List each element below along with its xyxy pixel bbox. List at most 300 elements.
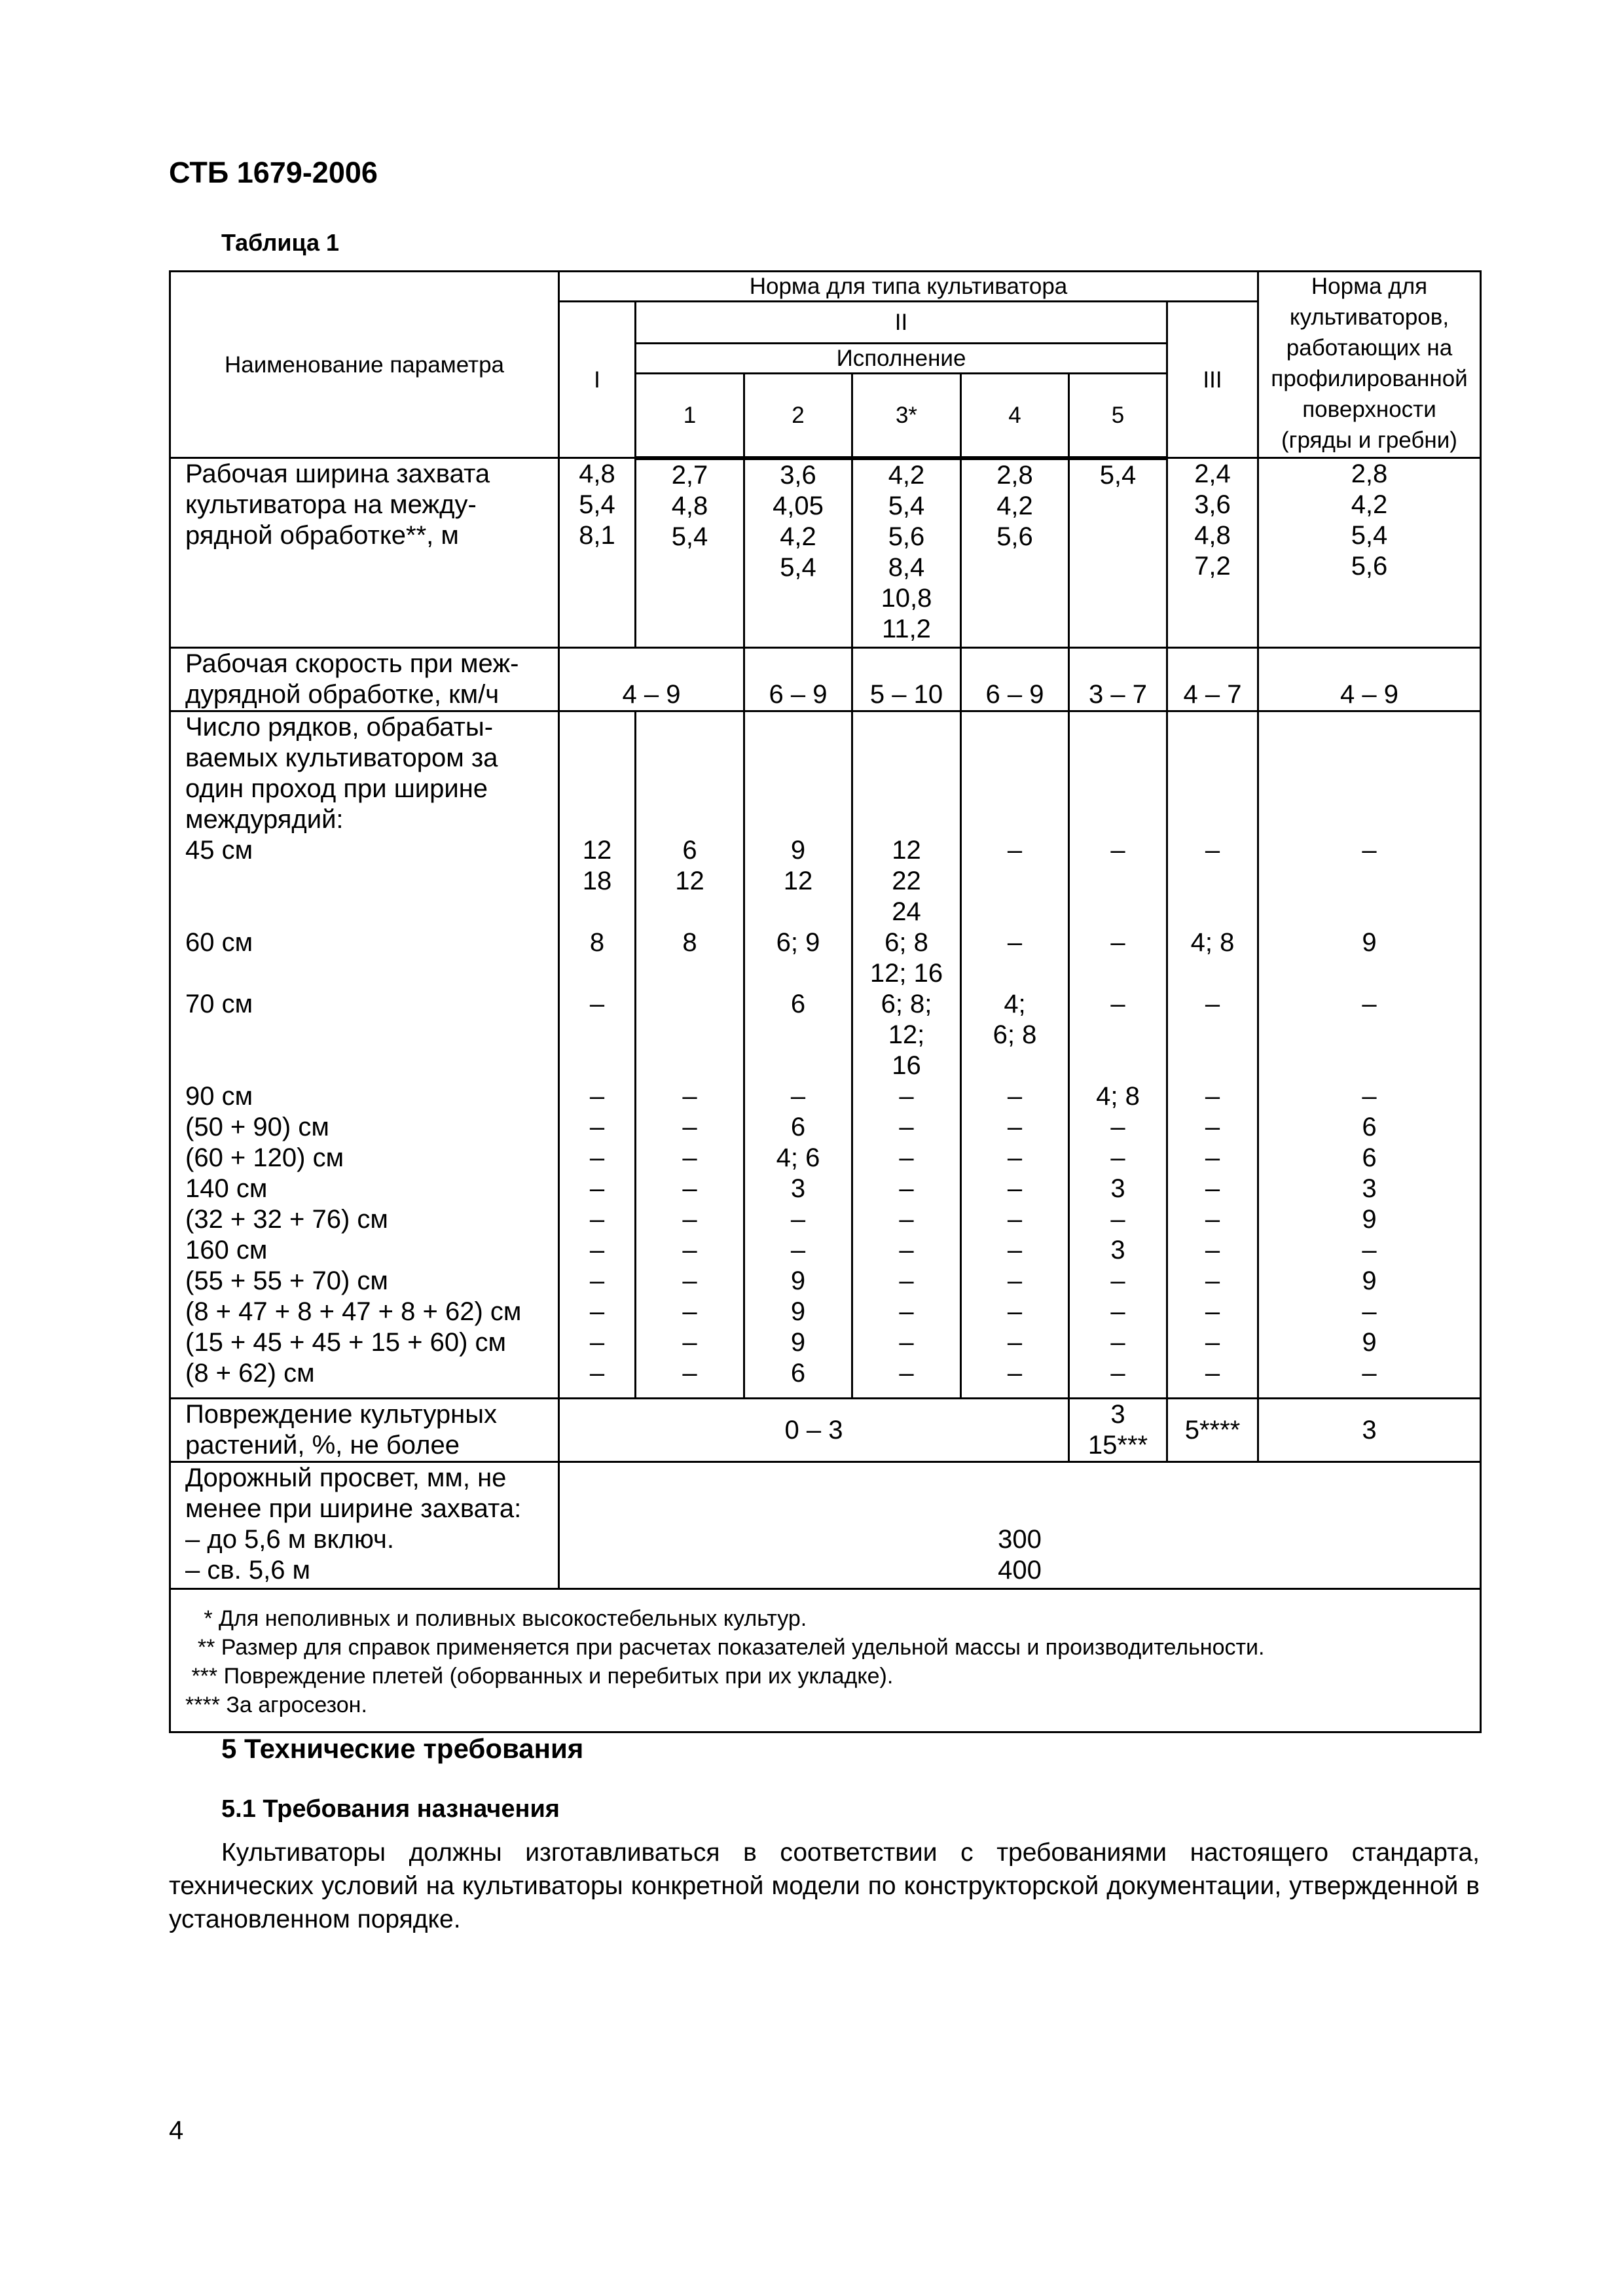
text-line xyxy=(853,712,960,743)
text-line: 4; 6 xyxy=(776,1143,820,1172)
text-line: – xyxy=(1205,1174,1220,1203)
text-line: 12 xyxy=(783,867,813,895)
text-line: Рабочая скорость при меж- xyxy=(185,649,519,678)
text-line: 140 см xyxy=(185,1174,268,1203)
text-line: 9 xyxy=(790,1328,806,1357)
text-line xyxy=(745,743,851,774)
text-line xyxy=(745,774,851,804)
text-line: – xyxy=(589,1082,605,1111)
text-line: работающих на xyxy=(1286,335,1453,361)
text-line: ** Размер для справок применяется при расчетах показателей удельной массы и производительности. xyxy=(185,1635,1265,1660)
text-line: профилированной xyxy=(1271,366,1468,391)
text-line xyxy=(560,743,634,774)
text-line: 6 xyxy=(1362,1113,1377,1141)
text-line: 5,6 xyxy=(996,522,1033,551)
text-line: Норма для xyxy=(1311,274,1428,299)
value-cell: 3 xyxy=(1258,1399,1481,1462)
text-line: – xyxy=(589,1236,605,1265)
text-line: 3 xyxy=(1110,1236,1125,1265)
header-exec-1: 1 xyxy=(636,374,744,458)
text-line: *** Повреждение плетей (оборванных и перебитых при их укладке). xyxy=(185,1664,894,1689)
text-line: – xyxy=(589,1328,605,1357)
text-line xyxy=(185,897,558,927)
value-cell xyxy=(1258,458,1481,648)
header-type-III: III xyxy=(1167,302,1258,458)
value-cell: 4 – 7 xyxy=(1167,648,1258,711)
value-cell xyxy=(1258,711,1481,1399)
text-line: 5,4 xyxy=(579,490,615,519)
text-line: – xyxy=(589,1359,605,1388)
text-line: – xyxy=(1110,1143,1125,1172)
text-line xyxy=(185,958,558,989)
text-line xyxy=(560,1020,634,1050)
text-line: – xyxy=(1110,1297,1125,1326)
text-line xyxy=(560,774,634,804)
text-line: Число рядков, обрабаты- xyxy=(185,713,494,742)
text-line: – xyxy=(1205,1113,1220,1141)
text-line: – xyxy=(1007,836,1023,865)
text-line xyxy=(560,712,634,743)
text-line: 6 xyxy=(1362,1143,1377,1172)
text-line: 12 xyxy=(892,836,921,865)
text-line: Дорожный просвет, мм, не xyxy=(185,1463,507,1492)
text-line: 4,2 xyxy=(1351,490,1388,519)
row-working-width xyxy=(170,458,1481,648)
value-cell xyxy=(1167,458,1258,648)
text-line: культиваторов, xyxy=(1289,304,1450,330)
header-param-name: Наименование параметра xyxy=(170,272,559,458)
text-line: – xyxy=(1007,1236,1023,1265)
text-line: 9 xyxy=(1362,1328,1377,1357)
text-line xyxy=(1070,1020,1166,1050)
text-line: – xyxy=(899,1174,914,1203)
text-line: 2,4 xyxy=(1194,459,1231,488)
text-line: 15*** xyxy=(1087,1431,1148,1460)
value-cell: 0 – 3 xyxy=(559,1399,1069,1462)
text-line: ваемых культиватором за xyxy=(185,744,498,772)
header-profiled xyxy=(1258,272,1481,458)
text-line xyxy=(560,804,634,835)
param-label xyxy=(170,458,559,648)
text-line xyxy=(636,897,743,927)
text-line: 8 xyxy=(682,928,697,957)
text-line xyxy=(1168,1050,1257,1081)
text-line: 12; xyxy=(888,1020,925,1049)
value-cell xyxy=(559,711,636,1399)
text-line xyxy=(962,1050,1068,1081)
text-line xyxy=(962,897,1068,927)
text-line xyxy=(1168,866,1257,897)
text-line: – xyxy=(1362,1359,1377,1388)
text-line: – xyxy=(1007,1359,1023,1388)
text-line: – xyxy=(682,1143,697,1172)
param-label xyxy=(170,1462,559,1589)
row-footnotes xyxy=(170,1589,1481,1732)
text-line: – xyxy=(899,1205,914,1234)
text-line xyxy=(962,958,1068,989)
text-line: 3 xyxy=(790,1174,806,1203)
text-line: – до 5,6 м включ. xyxy=(185,1525,395,1554)
text-line: – xyxy=(589,1266,605,1295)
row-number-of-rows xyxy=(170,711,1481,1399)
text-line: 12 xyxy=(675,867,704,895)
text-line xyxy=(1070,897,1166,927)
text-line: (50 + 90) см xyxy=(185,1113,329,1141)
text-line: 8,1 xyxy=(579,521,615,550)
text-line: менее при ширине захвата: xyxy=(185,1494,522,1523)
text-line: один проход при ширине xyxy=(185,774,488,803)
text-line xyxy=(1259,897,1480,927)
text-line: 9 xyxy=(790,1297,806,1326)
text-line: Повреждение культурных xyxy=(185,1400,497,1429)
text-line: 6 xyxy=(790,990,806,1018)
text-line: – xyxy=(1205,836,1220,865)
text-line: (55 + 55 + 70) см xyxy=(185,1266,388,1295)
text-line xyxy=(1168,774,1257,804)
text-line: – xyxy=(790,1082,806,1111)
text-line xyxy=(1168,958,1257,989)
text-line xyxy=(185,866,558,897)
text-line xyxy=(1259,1020,1480,1050)
text-line: * Для неполивных и поливных высокостебельных культур. xyxy=(185,1606,807,1631)
text-line xyxy=(1168,1020,1257,1050)
text-line xyxy=(1259,743,1480,774)
text-line: – xyxy=(1362,836,1377,865)
text-line: 6 xyxy=(682,836,697,865)
text-line: 2,8 xyxy=(1351,459,1388,488)
value-cell xyxy=(636,711,744,1399)
value-cell: 6 – 9 xyxy=(744,648,852,711)
text-line: 16 xyxy=(892,1051,921,1080)
text-line: 9 xyxy=(790,1266,806,1295)
text-line: 4; xyxy=(1004,990,1026,1018)
text-line: 8 xyxy=(589,928,605,957)
text-line: – xyxy=(589,1174,605,1203)
text-line: – xyxy=(1007,1297,1023,1326)
text-line: – xyxy=(1205,1143,1220,1172)
text-line: 90 см xyxy=(185,1082,253,1111)
text-line: 4,8 xyxy=(579,459,615,488)
value-cell xyxy=(1069,458,1167,648)
text-line: 70 см xyxy=(185,990,253,1018)
text-line xyxy=(745,804,851,835)
text-line: – xyxy=(1205,1297,1220,1326)
text-line: 5,6 xyxy=(1351,552,1388,581)
text-line xyxy=(1070,743,1166,774)
value-cell xyxy=(1069,711,1167,1399)
text-line xyxy=(853,743,960,774)
text-line: – xyxy=(1007,1143,1023,1172)
text-line: 400 xyxy=(998,1556,1042,1585)
header-type-I: I xyxy=(559,302,636,458)
text-line xyxy=(1070,866,1166,897)
text-line: – xyxy=(899,1359,914,1388)
text-line: междурядий: xyxy=(185,805,344,834)
value-cell: 4 – 9 xyxy=(559,648,744,711)
text-line: – xyxy=(1007,1205,1023,1234)
text-line: – xyxy=(1007,1266,1023,1295)
text-line xyxy=(962,804,1068,835)
text-line: – xyxy=(682,1297,697,1326)
text-line: (гряды и гребни) xyxy=(1281,427,1457,453)
text-line: – xyxy=(790,1205,806,1234)
text-line: – xyxy=(682,1174,697,1203)
text-line xyxy=(636,1020,743,1050)
value-cell xyxy=(744,711,852,1399)
text-line: 24 xyxy=(892,897,921,926)
value-cell xyxy=(744,458,852,648)
header-exec-3: 3* xyxy=(852,374,961,458)
text-line: растений, %, не более xyxy=(185,1431,460,1460)
text-line: – xyxy=(589,1143,605,1172)
text-line: (8 + 62) см xyxy=(185,1359,315,1388)
value-cell xyxy=(1167,711,1258,1399)
text-line: – xyxy=(1205,1328,1220,1357)
param-label xyxy=(170,648,559,711)
text-line: 2,7 xyxy=(671,460,708,490)
text-line xyxy=(1259,958,1480,989)
footnotes xyxy=(170,1589,1481,1732)
text-line xyxy=(1168,897,1257,927)
text-line: 10,8 xyxy=(881,583,932,613)
text-line: 5,4 xyxy=(1099,460,1137,490)
text-line: 6; 8 xyxy=(884,928,928,957)
value-cell: 5 – 10 xyxy=(852,648,961,711)
value-cell xyxy=(961,458,1069,648)
text-line: 160 см xyxy=(185,1236,268,1265)
text-line: – xyxy=(899,1266,914,1295)
header-exec-5: 5 xyxy=(1069,374,1167,458)
text-line: 11,2 xyxy=(882,614,931,643)
text-line: – xyxy=(899,1082,914,1111)
text-line: – xyxy=(899,1297,914,1326)
text-line: 3,6 xyxy=(780,460,816,490)
text-line xyxy=(962,774,1068,804)
value-cell xyxy=(852,458,961,648)
text-line xyxy=(636,989,743,1020)
text-line: **** За агросезон. xyxy=(185,1693,367,1717)
text-line: 45 см xyxy=(185,836,253,865)
text-line xyxy=(1168,712,1257,743)
text-line xyxy=(1259,712,1480,743)
text-line: – xyxy=(1007,1174,1023,1203)
text-line xyxy=(1070,804,1166,835)
header-exec-2: 2 xyxy=(744,374,852,458)
text-line: – xyxy=(1007,1082,1023,1111)
header-execution: Исполнение xyxy=(636,344,1167,374)
text-line xyxy=(636,712,743,743)
text-line: – xyxy=(1110,990,1125,1018)
text-line: 4,2 xyxy=(996,491,1033,520)
text-line xyxy=(1070,1050,1166,1081)
text-line xyxy=(636,743,743,774)
text-line: – xyxy=(682,1266,697,1295)
section-5-1-paragraph xyxy=(169,1836,1480,1936)
header-norm-type: Норма для типа культиватора xyxy=(559,272,1258,302)
text-line xyxy=(560,1463,1480,1494)
text-line: – xyxy=(899,1113,914,1141)
row-plant-damage xyxy=(170,1399,1481,1462)
text-line: 8,4 xyxy=(888,552,925,582)
text-line: – xyxy=(1205,1205,1220,1234)
text-line: – xyxy=(682,1113,697,1141)
text-line: рядной обработке**, м xyxy=(185,521,459,550)
text-line xyxy=(185,1020,558,1050)
text-line: 18 xyxy=(582,867,612,895)
text-line xyxy=(1070,712,1166,743)
text-line xyxy=(745,1020,851,1050)
text-line: – xyxy=(1110,1328,1125,1357)
text-line: – xyxy=(899,1236,914,1265)
text-line: 4,8 xyxy=(1194,521,1231,550)
value-cell xyxy=(636,458,744,648)
value-cell: 4 – 9 xyxy=(1258,648,1481,711)
text-line: 9 xyxy=(1362,1205,1377,1234)
text-line: – св. 5,6 м xyxy=(185,1556,311,1585)
text-line: дурядной обработке, км/ч xyxy=(185,680,500,709)
text-line: 3 xyxy=(1362,1174,1377,1203)
text-line: 6; 8; xyxy=(881,990,932,1018)
document-code: СТБ 1679-2006 xyxy=(169,156,378,189)
text-line xyxy=(636,774,743,804)
text-line xyxy=(560,1050,634,1081)
param-label xyxy=(170,711,559,1399)
text-line: поверхности xyxy=(1302,397,1436,422)
row-working-speed xyxy=(170,648,1481,711)
text-line xyxy=(560,897,634,927)
text-line: – xyxy=(1205,1266,1220,1295)
text-line: – xyxy=(1205,1236,1220,1265)
text-line: – xyxy=(589,1205,605,1234)
text-line xyxy=(1259,866,1480,897)
text-line xyxy=(1259,774,1480,804)
text-line: (15 + 45 + 45 + 15 + 60) см xyxy=(185,1328,507,1357)
text-line: 12; 16 xyxy=(869,959,943,988)
text-line xyxy=(853,804,960,835)
text-line: – xyxy=(1110,1113,1125,1141)
text-line: – xyxy=(1110,1359,1125,1388)
text-line xyxy=(745,958,851,989)
text-line: – xyxy=(682,1328,697,1357)
text-line: 5,6 xyxy=(888,522,925,551)
value-cell xyxy=(1069,1399,1167,1462)
text-line: 5,4 xyxy=(671,522,708,551)
text-line: – xyxy=(790,1236,806,1265)
text-line: – xyxy=(682,1205,697,1234)
text-line: – xyxy=(1362,1297,1377,1326)
text-line: 4,2 xyxy=(888,460,925,490)
text-line: 4,05 xyxy=(773,491,824,520)
text-line: 9 xyxy=(790,836,806,865)
text-line: – xyxy=(682,1236,697,1265)
section-5-1-heading: 5.1 Требования назначения xyxy=(221,1795,560,1823)
text-line: – xyxy=(899,1328,914,1357)
text-line xyxy=(962,712,1068,743)
text-line: 6 xyxy=(790,1113,806,1141)
text-line: – xyxy=(589,1113,605,1141)
text-line xyxy=(1259,1050,1480,1081)
text-line xyxy=(560,1494,1480,1524)
header-type-II: II xyxy=(636,302,1167,344)
value-cell xyxy=(559,1462,1481,1589)
row-road-clearance xyxy=(170,1462,1481,1589)
cultivator-norms-table xyxy=(169,270,1482,1733)
text-line: (60 + 120) см xyxy=(185,1143,344,1172)
text-line: – xyxy=(682,1082,697,1111)
text-line: – xyxy=(1007,1328,1023,1357)
text-line: 5,4 xyxy=(780,552,816,582)
paragraph-text: Культиваторы должны изготавливаться в соответствии с требованиями настоящего стандарта, технических условий на культиваторы конкретной модели по конструкторской документации, утвержденной в установленном порядке. xyxy=(169,1839,1480,1933)
value-cell xyxy=(852,711,961,1399)
text-line: 6; 9 xyxy=(776,928,820,957)
text-line xyxy=(185,1050,558,1081)
text-line xyxy=(560,958,634,989)
value-cell: 6 – 9 xyxy=(961,648,1069,711)
page-number: 4 xyxy=(169,2116,184,2145)
text-line xyxy=(745,712,851,743)
value-cell: 3 – 7 xyxy=(1069,648,1167,711)
text-line xyxy=(962,743,1068,774)
text-line: – xyxy=(682,1359,697,1388)
text-line: – xyxy=(589,1297,605,1326)
text-line: 7,2 xyxy=(1194,552,1231,581)
text-line: 22 xyxy=(892,867,921,895)
text-line: (32 + 32 + 76) см xyxy=(185,1205,388,1234)
text-line xyxy=(745,1050,851,1081)
text-line: – xyxy=(1362,990,1377,1018)
text-line: 2,8 xyxy=(996,460,1033,490)
text-line: – xyxy=(1205,1082,1220,1111)
text-line: 6; 8 xyxy=(993,1020,1037,1049)
text-line: 4,8 xyxy=(671,491,708,520)
text-line: – xyxy=(1110,836,1125,865)
text-line xyxy=(1070,958,1166,989)
text-line: (8 + 47 + 8 + 47 + 8 + 62) см xyxy=(185,1297,522,1326)
text-line xyxy=(853,774,960,804)
text-line: 5,4 xyxy=(888,491,925,520)
text-line: 5,4 xyxy=(1351,521,1388,550)
text-line: 9 xyxy=(1362,1266,1377,1295)
section-5-heading: 5 Технические требования xyxy=(221,1733,584,1764)
text-line: – xyxy=(589,990,605,1018)
text-line: – xyxy=(1007,1113,1023,1141)
text-line: – xyxy=(1110,928,1125,957)
text-line: 3,6 xyxy=(1194,490,1231,519)
table-caption: Таблица 1 xyxy=(221,229,340,256)
text-line xyxy=(962,866,1068,897)
text-line: 4; 8 xyxy=(1190,928,1235,957)
text-line: – xyxy=(1205,1359,1220,1388)
value-cell xyxy=(559,458,636,648)
text-line: 300 xyxy=(998,1525,1042,1554)
param-label xyxy=(170,1399,559,1462)
text-line: 6 xyxy=(790,1359,806,1388)
text-line: культиватора на междy- xyxy=(185,490,477,519)
text-line: 9 xyxy=(1362,928,1377,957)
text-line: 4,2 xyxy=(780,522,816,551)
text-line xyxy=(1168,743,1257,774)
header-exec-4: 4 xyxy=(961,374,1069,458)
text-line xyxy=(636,1050,743,1081)
text-line xyxy=(1168,804,1257,835)
text-line xyxy=(1259,804,1480,835)
text-line xyxy=(745,897,851,927)
value-cell xyxy=(961,711,1069,1399)
text-line: 3 xyxy=(1110,1400,1125,1429)
text-line: – xyxy=(1110,1266,1125,1295)
text-line: 4; 8 xyxy=(1096,1082,1140,1111)
text-line: – xyxy=(1362,1082,1377,1111)
